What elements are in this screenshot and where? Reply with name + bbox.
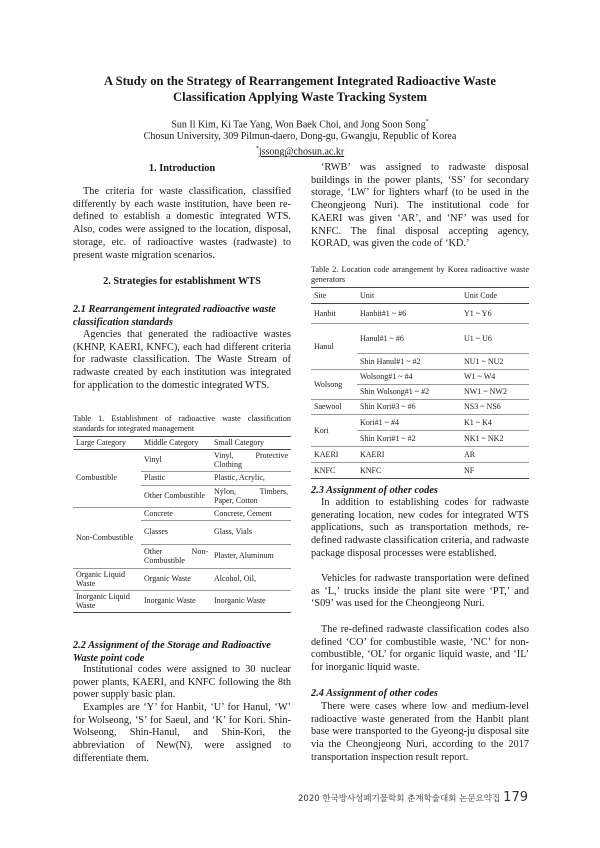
table-cell: Shin Hanul#1 ~ #2 [360, 356, 421, 366]
author-list: Sun Il Kim, Ki Tae Yang, Won Baek Choi, and Jong Soon Song [171, 119, 426, 131]
table-cell: NS3 ~ NS6 [464, 402, 501, 412]
table-cell: Shin Kori#1 ~ #2 [360, 433, 416, 443]
right-column-paragraph: ‘RWB’ was assigned to radwaste disposal buildings in the power plants, ‘SS’ for secondary storage, ‘LW’ for lighters wharf (to be used in the Cheongjeong Nuri). The institutional code for KAERI was given ‘AR’, and ‘NF’ was used for KNFC. The final disposal accepting agency, KORAD, was given the code of ‘KD.’ [311, 162, 529, 250]
subsection-2-2-heading: 2.2 Assignment of the Storage and Radioactive Waste point code [73, 640, 271, 664]
table-1-header: Middle Category [144, 438, 199, 447]
table-row [73, 568, 291, 590]
table-row [73, 590, 291, 612]
subsection-2-3-paragraph-2: Vehicles for radwaste transportation were defined as ‘L,’ trucks inside the plant site were ‘PT,’ and ‘S09’ was used for the Cheongjeong Nuri. [311, 573, 529, 610]
table-cell: Organic Waste [144, 574, 191, 584]
table-row [311, 400, 529, 415]
table-cell: Combustible [76, 473, 117, 483]
table-cell: Organic Liquid Waste [76, 569, 125, 588]
table-cell: Kori [311, 415, 357, 447]
table-cell: Inorganic Liquid Waste [76, 591, 130, 610]
subsection-2-2-paragraph-1: Institutional codes were assigned to 30 nuclear power plants, KAERI, and KNFC following the 8th power supply basic plan. [73, 664, 291, 701]
table-row [311, 447, 529, 463]
author-block: Sun Il Kim, Ki Tae Yang, Won Baek Choi, and Jong Soon Song* Chosun University, 309 Pilmun-daero, Dong-gu, Gwangju, Republic of Korea *jssong@chosun.ac.kr [60, 116, 540, 159]
paper-title [60, 73, 540, 105]
table-cell: Kori#1 ~ #4 [357, 415, 461, 431]
table-cell: Saewool [314, 402, 342, 412]
table-cell: Non-Combustible [76, 532, 134, 542]
footer-conference-text: 2020 한국방사성폐기물학회 춘계학술대회 논문요약집 [298, 794, 501, 804]
table-cell: Shin Kori#3 ~ #6 [360, 402, 416, 412]
table-cell: Hanul#1 ~ #6 [357, 324, 461, 354]
table-cell: Wolsong [311, 370, 357, 400]
table-cell: Y1 ~ Y6 [464, 308, 492, 318]
table-cell: NW1 ~ NW2 [464, 387, 507, 397]
table-cell: W1 ~ W4 [461, 370, 529, 385]
table-cell: Wolsong#1 ~ #4 [357, 370, 461, 385]
table-row [73, 449, 291, 471]
affiliation: Chosun University, 309 Pilmun-daero, Dong-gu, Gwangju, Republic of Korea [143, 131, 457, 143]
table-2-header-row [311, 288, 529, 304]
subsection-2-4-heading: 2.4 Assignment of other codes [311, 688, 438, 699]
subsection-2-4-paragraph: There were cases where low and medium-level radioactive waste generated from the Hanbit plant base were transported to the Gyeong-ju disposal site via the Cheongjeong Nuri, according to the 2017 transportation inspection result report. [311, 701, 529, 763]
table-cell: Hanbit [314, 308, 336, 318]
table-cell: KNFC [360, 465, 382, 475]
table-cell: Vinyl, Protective Clothing [211, 449, 291, 471]
table-1 [73, 436, 291, 613]
subsection-2-3-heading: 2.3 Assignment of other codes [311, 485, 438, 496]
table-cell: U1 ~ U6 [461, 324, 529, 354]
table-cell: Inorganic Waste [214, 596, 266, 606]
table-cell: Concrete, Cement [211, 507, 291, 520]
table-cell: NU1 ~ NU2 [464, 356, 504, 366]
table-row [311, 415, 529, 431]
table-cell: Alcohol, Oil, [214, 574, 256, 584]
table-cell: Classes [141, 520, 211, 544]
table-2-header: Unit [360, 290, 375, 300]
intro-paragraph: The criteria for waste classification, classified differently by each waste institution, have been re-defined to establish a domestic integrated WTS. Also, codes were assigned to the location, disposal, storage, etc. of radioactive wastes (radwaste) to present waste migration scenarios. [73, 186, 291, 261]
section-2-heading: 2. Strategies for establishment WTS [103, 276, 261, 287]
subsection-2-3-paragraph-1: In addition to establishing codes for radwaste generating location, new codes for integrated WTS applications, such as transportation methods, re-defined radwaste classification criteria, and radwaste package disposal processes were established. [311, 497, 529, 559]
table-cell: Plaster, Aluminum [214, 551, 274, 561]
subsection-2-3-paragraph-3: The re-defined radwaste classification codes also defined ‘CO’ for combustible waste, ‘NC’ for non-combustible, ‘OL’ for organic liquid waste, and ‘IL’ for inorganic liquid waste. [311, 624, 529, 674]
table-row [311, 304, 529, 324]
page-number: 179 [503, 790, 528, 805]
table-cell: Nylon, Timbers, Paper, Cotton [214, 486, 288, 505]
title-line-1: A Study on the Strategy of Rearrangement Integrated Radioactive Waste [104, 74, 496, 88]
table-1-header: Small Category [214, 438, 264, 447]
table-row [311, 324, 529, 354]
section-1-heading: 1. Introduction [148, 163, 216, 174]
table-cell: Other Non-Combustible [144, 546, 208, 565]
table-cell: AR [464, 449, 476, 459]
table-cell: Hanbit#1 ~ #6 [360, 308, 407, 318]
title-line-2: Classification Applying Waste Tracking System [172, 90, 427, 104]
table-cell: K1 ~ K4 [461, 415, 529, 431]
table-cell: NF [464, 465, 475, 475]
table-cell: Plastic [141, 471, 211, 485]
subsection-2-1-heading: 2.1 Rearrangement integrated radioactive waste classification standards [73, 304, 276, 328]
page-footer [298, 790, 528, 805]
table-cell: Inorganic Waste [144, 596, 196, 606]
table-row [311, 370, 529, 385]
table-cell: Other Combustible [144, 491, 206, 501]
table-2-header: Unit Code [464, 290, 498, 300]
table-1-caption: Table 1. Establishment of radioactive waste classification standards for integrated management [73, 414, 291, 433]
table-row [73, 507, 291, 520]
table-row [311, 463, 529, 479]
table-cell: NK1 ~ NK2 [464, 433, 504, 443]
table-cell: KAERI [314, 449, 339, 459]
corresponding-email[interactable]: jssong@chosun.ac.kr [258, 146, 345, 158]
table-2-header: Site [314, 290, 327, 300]
table-2 [311, 287, 529, 479]
table-cell: Shin Wolsong#1 ~ #2 [360, 387, 430, 397]
subsection-2-1-paragraph: Agencies that generated the radioactive wastes (KHNP, KAERI, KNFC), each had different criteria for radwaste classification. The Waste Stream of radwaste created by each institution was integrated for application to the domestic integrated WTS. [73, 329, 291, 391]
table-1-header: Large Category [76, 438, 126, 447]
table-cell: Glass, Vials [211, 520, 291, 544]
table-cell: KNFC [314, 465, 336, 475]
table-1-header-row [73, 437, 291, 450]
table-cell: Plastic, Acrylic, [211, 471, 291, 485]
table-cell: Vinyl [141, 449, 211, 471]
subsection-2-2-paragraph-2: Examples are ‘Y’ for Hanbit, ‘U’ for Hanul, ‘W’ for Wolseong, ‘S’ for Saeul, and ‘K’ for Kori. Shin-Wolseong, Shin-Hanul, and Shin-Kori, the abbreviation of New(N), were assigned to differentiate them. [73, 702, 291, 764]
table-2-caption: Table 2. Location code arrangement by Korea radioactive waste generators [311, 265, 529, 284]
table-cell: KAERI [360, 449, 385, 459]
table-cell: Hanul [311, 324, 357, 370]
table-cell: Concrete [141, 507, 211, 520]
